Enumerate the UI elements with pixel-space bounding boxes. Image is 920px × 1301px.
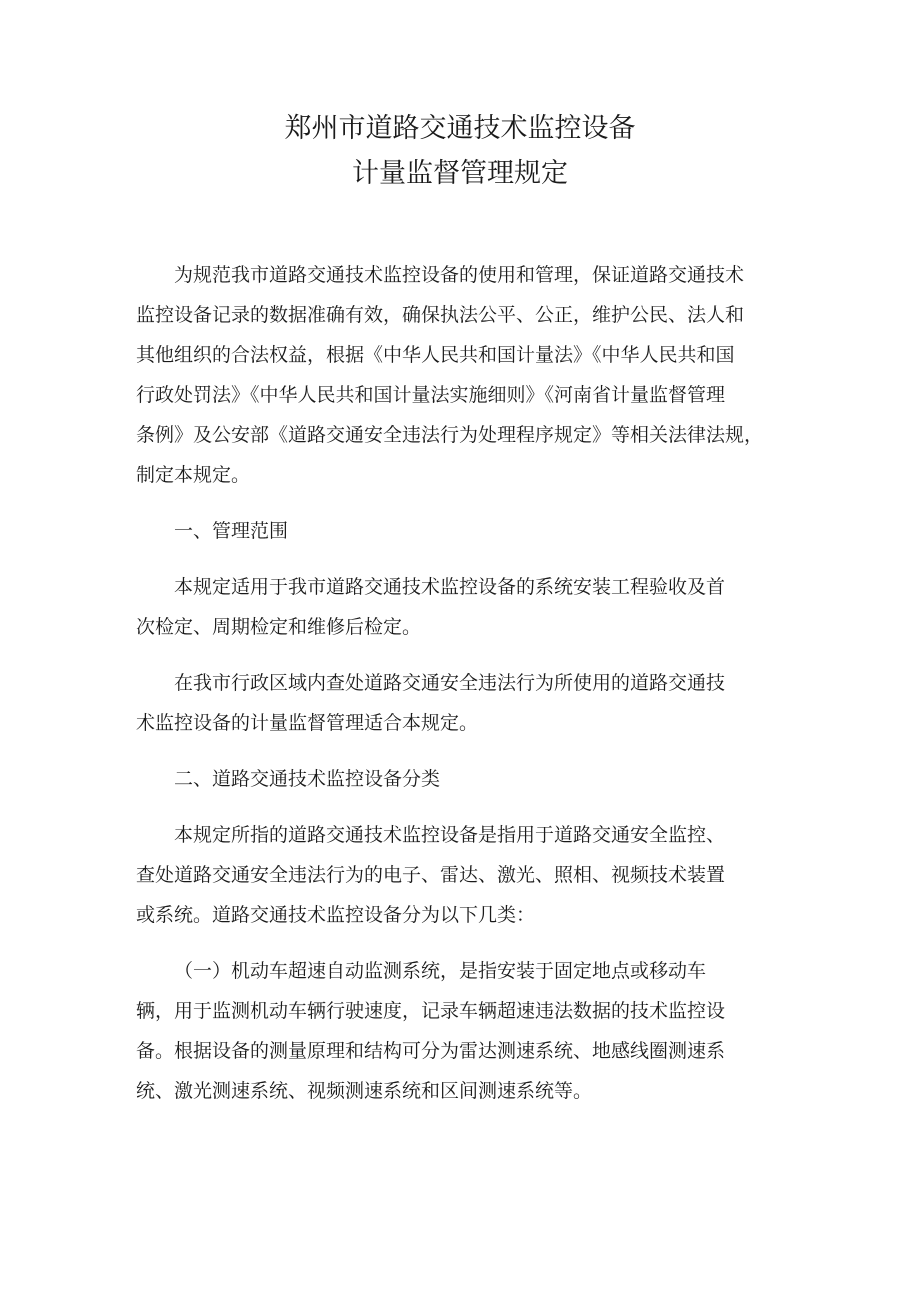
text-line: 统、激光测速系统、视频测速系统和区间测速系统等。 <box>136 1080 593 1102</box>
paragraph-classification <box>136 815 786 935</box>
text-line: 或系统。道路交通技术监控设备分为以下几类： <box>136 904 536 926</box>
document-title-line-2: 计量监督管理规定 <box>352 158 568 189</box>
text-line: 在我市行政区域内查处道路交通安全违法行为所使用的道路交通技 <box>174 672 726 694</box>
paragraph-scope-1 <box>136 567 786 647</box>
text-line: 为规范我市道路交通技术监控设备的使用和管理，保证道路交通技术 <box>174 264 745 286</box>
text-line: 二、道路交通技术监控设备分类 <box>174 768 441 790</box>
section-heading-classification <box>136 759 786 799</box>
text-line: 次检定、周期检定和维修后检定。 <box>136 616 422 638</box>
text-line: 其他组织的合法权益，根据《中华人民共和国计量法》《中华人民共和国 <box>136 344 735 366</box>
text-line: 术监控设备的计量监督管理适合本规定。 <box>136 712 479 734</box>
text-line: 本规定适用于我市道路交通技术监控设备的系统安装工程验收及首 <box>174 576 726 598</box>
text-line: 行政处罚法》《中华人民共和国计量法实施细则》《河南省计量监督管理 <box>136 384 726 406</box>
text-line: 一、管理范围 <box>174 520 289 542</box>
paragraph-preamble <box>136 255 786 495</box>
document-body <box>136 255 786 1111</box>
document-title-line-1: 郑州市道路交通技术监控设备 <box>284 113 636 144</box>
text-line: 辆，用于监测机动车辆行驶速度，记录车辆超速违法数据的技术监控设 <box>136 1000 726 1022</box>
text-line: 制定本规定。 <box>136 464 251 486</box>
paragraph-scope-2 <box>136 663 786 743</box>
text-line: 备。根据设备的测量原理和结构可分为雷达测速系统、地感线圈测速系 <box>136 1040 726 1062</box>
text-line: 本规定所指的道路交通技术监控设备是指用于道路交通安全监控、 <box>174 824 726 846</box>
text-line: 条例》及公安部《道路交通安全违法行为处理程序规定》等相关法律法规， <box>136 424 764 446</box>
section-heading-scope <box>136 511 786 551</box>
paragraph-item-1 <box>136 951 786 1111</box>
text-line: （一）机动车超速自动监测系统，是指安装于固定地点或移动车 <box>174 960 707 982</box>
text-line: 查处道路交通安全违法行为的电子、雷达、激光、照相、视频技术装置 <box>136 864 726 886</box>
text-line: 监控设备记录的数据准确有效，确保执法公平、公正，维护公民、法人和 <box>136 304 745 326</box>
